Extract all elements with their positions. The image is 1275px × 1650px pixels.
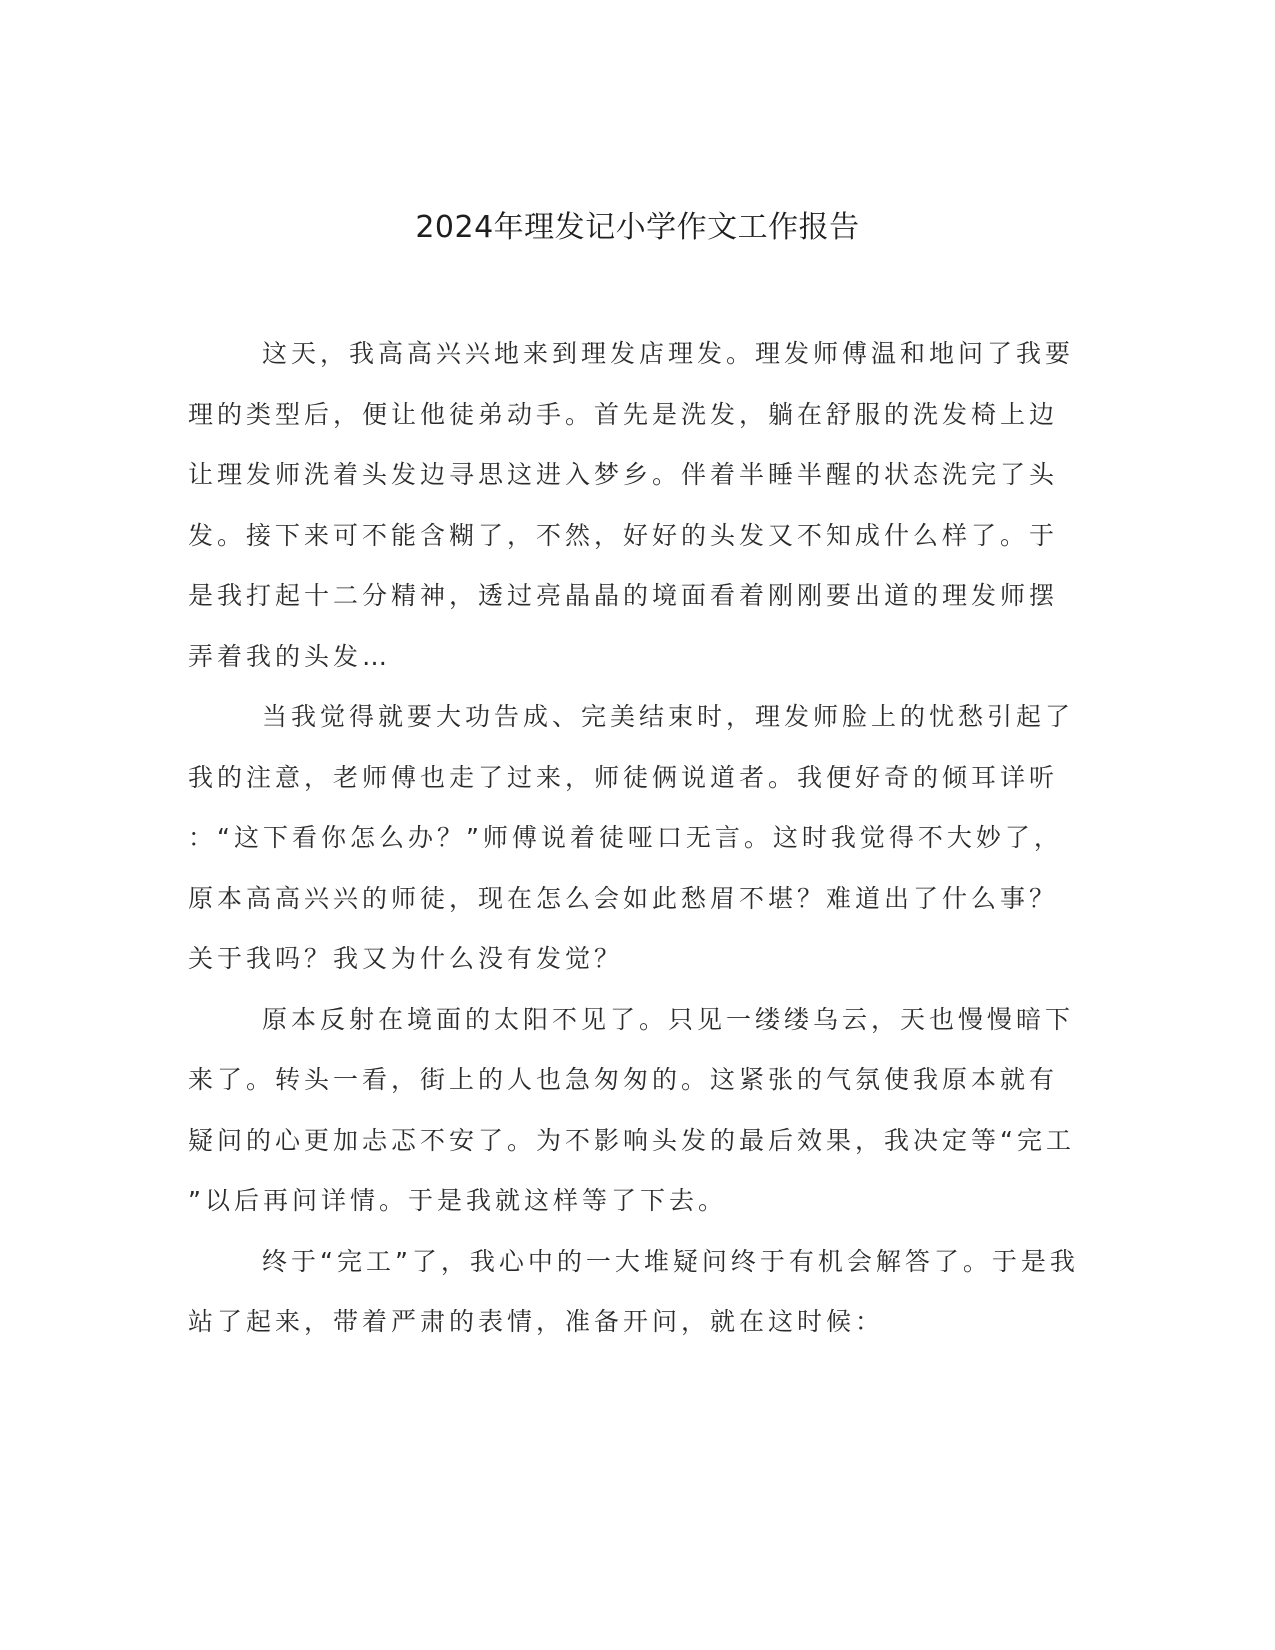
paragraph-3 bbox=[188, 990, 1088, 1232]
text-line: 疑问的心更加忐忑不安了。为不影响头发的最后效果，我决定等“完工 bbox=[188, 1125, 1075, 1155]
text-line: 当我觉得就要大功告成、完美结束时，理发师脸上的忧愁引起了 bbox=[262, 702, 1075, 731]
text-line: 这天，我高高兴兴地来到理发店理发。理发师傅温和地问了我要 bbox=[262, 339, 1075, 368]
text-line: 终于“完工”了，我心中的一大堆疑问终于有机会解答了。于是我 bbox=[262, 1246, 1079, 1276]
text-line: 理的类型后，便让他徒弟动手。首先是洗发，躺在舒服的洗发椅上边 bbox=[188, 399, 1059, 429]
text-line: 关于我吗？我又为什么没有发觉？ bbox=[188, 944, 624, 973]
text-line: 是我打起十二分精神，透过亮晶晶的境面看着刚刚要出道的理发师摆 bbox=[188, 581, 1059, 610]
text-line: 原本反射在境面的太阳不见了。只见一缕缕乌云，天也慢慢暗下 bbox=[262, 1004, 1075, 1034]
text-line: 来了。转头一看，街上的人也急匆匆的。这紧张的气氛使我原本就有 bbox=[188, 1065, 1059, 1094]
text-line: ”以后再问详情。于是我就这样等了下去。 bbox=[188, 1186, 727, 1215]
paragraph-2 bbox=[188, 687, 1088, 990]
text-line: 我的注意，老师傅也走了过来，师徒俩说道者。我便好奇的倾耳详听 bbox=[188, 762, 1059, 792]
text-line: 站了起来，带着严肃的表情，准备开问，就在这时候： bbox=[188, 1307, 885, 1336]
text-line: 原本高高兴兴的师徒，现在怎么会如此愁眉不堪？难道出了什么事？ bbox=[188, 883, 1059, 913]
text-line: ：“这下看你怎么办？”师傅说着徒哑口无言。这时我觉得不大妙了， bbox=[188, 823, 1063, 852]
text-line: 发。接下来可不能含糊了，不然，好好的头发又不知成什么样了。于 bbox=[188, 520, 1059, 550]
paragraph-4 bbox=[188, 1232, 1088, 1353]
document-title: 2024年理发记小学作文工作报告 bbox=[415, 210, 860, 245]
text-line: 让理发师洗着头发边寻思这进入梦乡。伴着半睡半醒的状态洗完了头 bbox=[188, 460, 1059, 489]
text-line: 弄着我的头发… bbox=[188, 641, 392, 671]
paragraph-1 bbox=[188, 324, 1088, 687]
document-body bbox=[188, 324, 1088, 1353]
